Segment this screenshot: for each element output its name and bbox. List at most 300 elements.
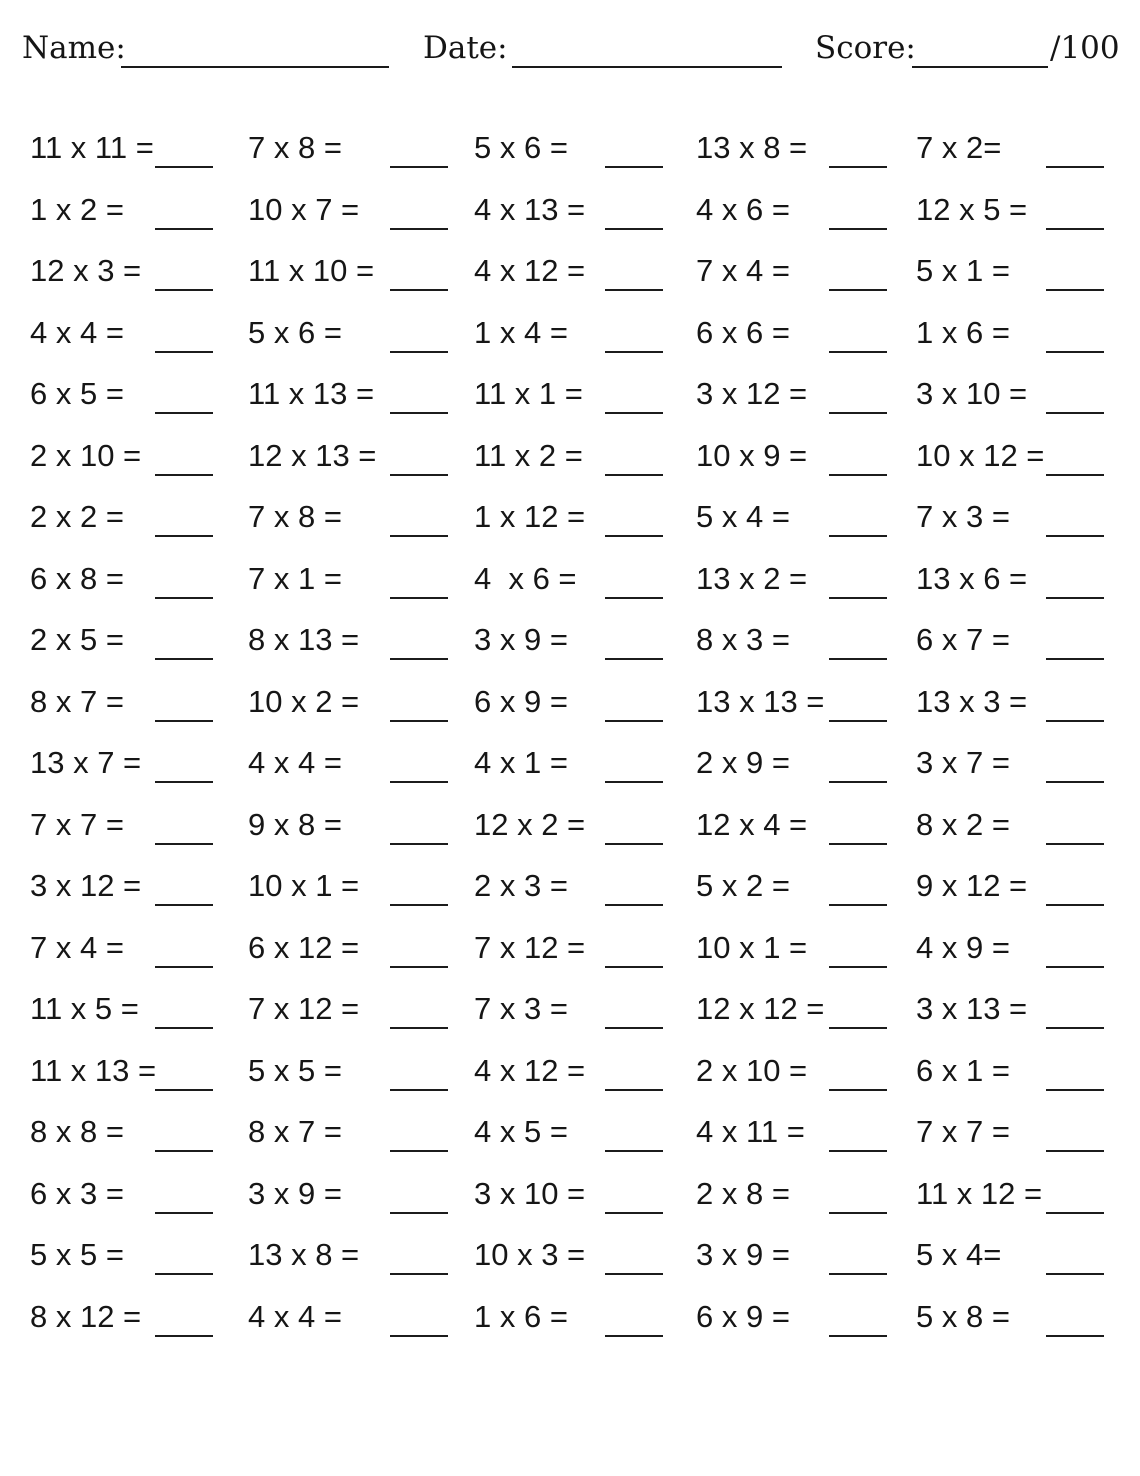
answer-blank[interactable] (390, 966, 448, 968)
answer-blank[interactable] (390, 904, 448, 906)
answer-blank[interactable] (605, 228, 663, 230)
problem-item (248, 368, 470, 428)
problem-expression: 12 x 13 = (248, 438, 377, 473)
problem-expression: 4 x 4 = (30, 315, 124, 350)
problem-item (474, 676, 696, 736)
problem-item (474, 983, 696, 1043)
problem-expression: 4 x 5 = (474, 1114, 568, 1149)
answer-blank[interactable] (155, 597, 213, 599)
problem-item (696, 307, 918, 367)
problem-item (696, 368, 918, 428)
problem-row (0, 307, 1140, 367)
problem-item (916, 245, 1138, 305)
answer-blank[interactable] (1046, 781, 1104, 783)
problem-expression: 7 x 3 = (474, 991, 568, 1026)
answer-blank[interactable] (155, 228, 213, 230)
problem-expression: 10 x 12 = (916, 438, 1045, 473)
problem-expression: 5 x 4 = (696, 499, 790, 534)
answer-blank[interactable] (605, 597, 663, 599)
problem-item (248, 184, 470, 244)
problem-expression: 2 x 10 = (30, 438, 142, 473)
problem-item (916, 553, 1138, 613)
problem-expression: 4 x 12 = (474, 1053, 586, 1088)
problem-expression: 5 x 4= (916, 1237, 1002, 1272)
answer-blank[interactable] (155, 412, 213, 414)
answer-blank[interactable] (155, 843, 213, 845)
answer-blank[interactable] (829, 966, 887, 968)
problem-item (248, 737, 470, 797)
name-label: Name: (22, 30, 126, 66)
problem-item (696, 491, 918, 551)
answer-blank[interactable] (155, 1335, 213, 1337)
problem-item (696, 922, 918, 982)
answer-blank[interactable] (605, 351, 663, 353)
problem-expression: 10 x 9 = (696, 438, 808, 473)
problem-expression: 7 x 3 = (916, 499, 1010, 534)
problem-expression: 7 x 1 = (248, 561, 342, 596)
problem-expression: 8 x 8 = (30, 1114, 124, 1149)
problem-expression: 12 x 5 = (916, 192, 1028, 227)
answer-blank[interactable] (829, 228, 887, 230)
answer-blank[interactable] (390, 535, 448, 537)
date-field[interactable] (512, 66, 782, 68)
answer-blank[interactable] (605, 1212, 663, 1214)
answer-blank[interactable] (1046, 1027, 1104, 1029)
problem-item (30, 184, 252, 244)
problem-item (474, 1291, 696, 1351)
problem-expression: 8 x 7 = (248, 1114, 342, 1149)
answer-blank[interactable] (1046, 1212, 1104, 1214)
problem-item (474, 245, 696, 305)
answer-blank[interactable] (605, 658, 663, 660)
problem-item (30, 1229, 252, 1289)
problem-expression: 8 x 12 = (30, 1299, 142, 1334)
answer-blank[interactable] (155, 1273, 213, 1275)
problem-expression: 2 x 3 = (474, 868, 568, 903)
problem-expression: 12 x 2 = (474, 807, 586, 842)
answer-blank[interactable] (1046, 535, 1104, 537)
problem-row (0, 614, 1140, 674)
problem-item (916, 860, 1138, 920)
problem-item (696, 1168, 918, 1228)
answer-blank[interactable] (829, 658, 887, 660)
answer-blank[interactable] (605, 1335, 663, 1337)
problem-item (696, 1045, 918, 1105)
problem-item (30, 1168, 252, 1228)
answer-blank[interactable] (605, 1027, 663, 1029)
problem-row (0, 737, 1140, 797)
problem-expression: 6 x 1 = (916, 1053, 1010, 1088)
problem-item (30, 491, 252, 551)
problem-item (916, 614, 1138, 674)
problem-item (474, 1168, 696, 1228)
answer-blank[interactable] (1046, 1335, 1104, 1337)
problem-expression: 6 x 9 = (474, 684, 568, 719)
answer-blank[interactable] (605, 166, 663, 168)
problem-item (916, 491, 1138, 551)
problem-item (916, 737, 1138, 797)
answer-blank[interactable] (1046, 1089, 1104, 1091)
answer-blank[interactable] (1046, 289, 1104, 291)
problem-item (248, 799, 470, 859)
answer-blank[interactable] (390, 843, 448, 845)
answer-blank[interactable] (155, 720, 213, 722)
problem-item (248, 491, 470, 551)
problem-item (248, 245, 470, 305)
problem-expression: 10 x 3 = (474, 1237, 586, 1272)
problem-item (30, 799, 252, 859)
problem-item (916, 922, 1138, 982)
answer-blank[interactable] (829, 1089, 887, 1091)
problem-item (248, 1106, 470, 1166)
problem-item (474, 922, 696, 982)
answer-blank[interactable] (1046, 166, 1104, 168)
answer-blank[interactable] (829, 781, 887, 783)
problem-item (474, 307, 696, 367)
problem-item (30, 860, 252, 920)
answer-blank[interactable] (605, 966, 663, 968)
problem-expression: 1 x 6 = (474, 1299, 568, 1334)
answer-blank[interactable] (605, 289, 663, 291)
problem-expression: 13 x 6 = (916, 561, 1028, 596)
problem-item (696, 860, 918, 920)
problem-row (0, 1168, 1140, 1228)
answer-blank[interactable] (1046, 843, 1104, 845)
problem-item (916, 983, 1138, 1043)
problem-item (474, 1045, 696, 1105)
problem-item (30, 368, 252, 428)
problem-expression: 2 x 5 = (30, 622, 124, 657)
answer-blank[interactable] (390, 1335, 448, 1337)
problem-item (248, 1168, 470, 1228)
problem-item (30, 122, 252, 182)
answer-blank[interactable] (390, 289, 448, 291)
problem-expression: 12 x 12 = (696, 991, 825, 1026)
answer-blank[interactable] (155, 904, 213, 906)
problem-item (696, 614, 918, 674)
answer-blank[interactable] (1046, 228, 1104, 230)
problem-item (916, 430, 1138, 490)
answer-blank[interactable] (829, 597, 887, 599)
answer-blank[interactable] (1046, 412, 1104, 414)
problem-item (30, 553, 252, 613)
answer-blank[interactable] (155, 1027, 213, 1029)
answer-blank[interactable] (605, 412, 663, 414)
problem-row (0, 799, 1140, 859)
problem-item (916, 1045, 1138, 1105)
problem-expression: 12 x 3 = (30, 253, 142, 288)
answer-blank[interactable] (390, 228, 448, 230)
answer-blank[interactable] (1046, 474, 1104, 476)
problem-item (916, 1168, 1138, 1228)
answer-blank[interactable] (155, 351, 213, 353)
answer-blank[interactable] (155, 535, 213, 537)
answer-blank[interactable] (605, 474, 663, 476)
problem-item (696, 983, 918, 1043)
answer-blank[interactable] (829, 166, 887, 168)
problem-expression: 12 x 4 = (696, 807, 808, 842)
answer-blank[interactable] (390, 720, 448, 722)
answer-blank[interactable] (829, 351, 887, 353)
answer-blank[interactable] (155, 781, 213, 783)
problem-expression: 4 x 6 = (474, 561, 577, 596)
problem-expression: 5 x 6 = (474, 130, 568, 165)
problem-expression: 7 x 7 = (30, 807, 124, 842)
problem-item (916, 1291, 1138, 1351)
answer-blank[interactable] (829, 1150, 887, 1152)
answer-blank[interactable] (155, 474, 213, 476)
problem-item (916, 1229, 1138, 1289)
answer-blank[interactable] (155, 1150, 213, 1152)
answer-blank[interactable] (829, 720, 887, 722)
problem-expression: 8 x 13 = (248, 622, 360, 657)
problem-expression: 4 x 9 = (916, 930, 1010, 965)
answer-blank[interactable] (390, 166, 448, 168)
problem-item (474, 614, 696, 674)
problem-item (30, 983, 252, 1043)
problem-expression: 10 x 2 = (248, 684, 360, 719)
problem-expression: 3 x 9 = (696, 1237, 790, 1272)
problem-expression: 5 x 1 = (916, 253, 1010, 288)
problem-item (474, 430, 696, 490)
problem-item (696, 1229, 918, 1289)
answer-blank[interactable] (1046, 658, 1104, 660)
problem-expression: 2 x 10 = (696, 1053, 808, 1088)
problem-item (696, 1106, 918, 1166)
answer-blank[interactable] (829, 904, 887, 906)
answer-blank[interactable] (1046, 720, 1104, 722)
problem-item (30, 1291, 252, 1351)
problem-item (474, 368, 696, 428)
answer-blank[interactable] (155, 966, 213, 968)
answer-blank[interactable] (390, 597, 448, 599)
problem-item (916, 368, 1138, 428)
answer-blank[interactable] (829, 289, 887, 291)
problem-item (474, 1229, 696, 1289)
answer-blank[interactable] (605, 720, 663, 722)
problem-expression: 5 x 6 = (248, 315, 342, 350)
problem-item (696, 1291, 918, 1351)
problem-expression: 7 x 8 = (248, 130, 342, 165)
problem-expression: 5 x 8 = (916, 1299, 1010, 1334)
answer-blank[interactable] (390, 351, 448, 353)
answer-blank[interactable] (829, 535, 887, 537)
problem-item (248, 1291, 470, 1351)
problem-row (0, 1106, 1140, 1166)
problem-item (696, 737, 918, 797)
problem-row (0, 1229, 1140, 1289)
answer-blank[interactable] (390, 1027, 448, 1029)
answer-blank[interactable] (155, 1212, 213, 1214)
problem-expression: 1 x 12 = (474, 499, 586, 534)
answer-blank[interactable] (605, 535, 663, 537)
answer-blank[interactable] (1046, 1150, 1104, 1152)
problem-item (474, 860, 696, 920)
answer-blank[interactable] (829, 412, 887, 414)
problem-item (248, 922, 470, 982)
problem-expression: 4 x 4 = (248, 1299, 342, 1334)
problem-expression: 2 x 2 = (30, 499, 124, 534)
problem-expression: 11 x 11 = (30, 130, 154, 165)
problem-item (30, 737, 252, 797)
problem-row (0, 368, 1140, 428)
answer-blank[interactable] (829, 1212, 887, 1214)
answer-blank[interactable] (155, 166, 213, 168)
problem-row (0, 430, 1140, 490)
problem-expression: 4 x 4 = (248, 745, 342, 780)
problem-row (0, 1291, 1140, 1351)
name-field[interactable] (121, 66, 389, 68)
problem-expression: 8 x 7 = (30, 684, 124, 719)
score-label: Score: (815, 30, 916, 66)
problem-expression: 3 x 12 = (30, 868, 142, 903)
answer-blank[interactable] (390, 658, 448, 660)
problem-item (696, 676, 918, 736)
problem-expression: 11 x 13 = (30, 1053, 157, 1088)
problem-item (916, 676, 1138, 736)
problem-item (248, 1229, 470, 1289)
problem-expression: 6 x 12 = (248, 930, 360, 965)
answer-blank[interactable] (829, 843, 887, 845)
problem-item (474, 737, 696, 797)
answer-blank[interactable] (1046, 966, 1104, 968)
problem-item (30, 245, 252, 305)
worksheet-header (0, 22, 1140, 82)
problem-expression: 13 x 8 = (248, 1237, 360, 1272)
problem-expression: 10 x 1 = (248, 868, 360, 903)
problem-item (30, 1045, 252, 1105)
problem-item (474, 184, 696, 244)
problem-expression: 2 x 8 = (696, 1176, 790, 1211)
problem-expression: 6 x 9 = (696, 1299, 790, 1334)
answer-blank[interactable] (829, 1335, 887, 1337)
problem-item (30, 614, 252, 674)
problem-expression: 6 x 5 = (30, 376, 124, 411)
answer-blank[interactable] (390, 474, 448, 476)
problem-expression: 1 x 6 = (916, 315, 1010, 350)
answer-blank[interactable] (605, 1150, 663, 1152)
problem-expression: 11 x 1 = (474, 376, 583, 411)
problem-expression: 7 x 4 = (696, 253, 790, 288)
problem-item (248, 860, 470, 920)
answer-blank[interactable] (155, 1089, 213, 1091)
problem-item (248, 1045, 470, 1105)
problem-item (248, 122, 470, 182)
problem-expression: 7 x 12 = (474, 930, 586, 965)
problem-item (696, 430, 918, 490)
problem-expression: 5 x 5 = (248, 1053, 342, 1088)
problem-expression: 4 x 13 = (474, 192, 586, 227)
problem-item (248, 676, 470, 736)
answer-blank[interactable] (155, 289, 213, 291)
problem-expression: 10 x 7 = (248, 192, 360, 227)
answer-blank[interactable] (829, 474, 887, 476)
problem-expression: 3 x 9 = (248, 1176, 342, 1211)
answer-blank[interactable] (829, 1273, 887, 1275)
answer-blank[interactable] (390, 1212, 448, 1214)
answer-blank[interactable] (155, 658, 213, 660)
problem-expression: 6 x 8 = (30, 561, 124, 596)
problem-expression: 7 x 7 = (916, 1114, 1010, 1149)
problem-expression: 5 x 2 = (696, 868, 790, 903)
score-field[interactable] (912, 66, 1048, 68)
problem-expression: 4 x 12 = (474, 253, 586, 288)
problem-item (696, 122, 918, 182)
problem-expression: 8 x 2 = (916, 807, 1010, 842)
problem-expression: 11 x 13 = (248, 376, 375, 411)
problem-expression: 1 x 4 = (474, 315, 568, 350)
problem-expression: 11 x 5 = (30, 991, 139, 1026)
problem-item (248, 553, 470, 613)
problem-item (248, 983, 470, 1043)
date-label: Date: (423, 30, 508, 66)
problem-row (0, 553, 1140, 613)
answer-blank[interactable] (390, 781, 448, 783)
answer-blank[interactable] (605, 1089, 663, 1091)
answer-blank[interactable] (1046, 904, 1104, 906)
problem-expression: 11 x 2 = (474, 438, 583, 473)
problem-expression: 6 x 6 = (696, 315, 790, 350)
problem-item (696, 184, 918, 244)
problem-row (0, 860, 1140, 920)
problem-expression: 4 x 11 = (696, 1114, 805, 1149)
problem-item (474, 799, 696, 859)
problem-row (0, 245, 1140, 305)
answer-blank[interactable] (1046, 351, 1104, 353)
problem-expression: 7 x 4 = (30, 930, 124, 965)
problem-expression: 5 x 5 = (30, 1237, 124, 1272)
problem-expression: 3 x 10 = (474, 1176, 586, 1211)
problem-expression: 13 x 8 = (696, 130, 808, 165)
problem-row (0, 922, 1140, 982)
answer-blank[interactable] (390, 412, 448, 414)
problem-expression: 6 x 7 = (916, 622, 1010, 657)
problem-item (916, 1106, 1138, 1166)
problem-item (916, 307, 1138, 367)
answer-blank[interactable] (390, 1273, 448, 1275)
problem-expression: 3 x 13 = (916, 991, 1028, 1026)
problem-row (0, 491, 1140, 551)
problem-row (0, 184, 1140, 244)
problem-item (916, 122, 1138, 182)
problem-item (474, 1106, 696, 1166)
problem-item (30, 922, 252, 982)
score-total: /100 (1050, 30, 1120, 66)
problem-item (696, 553, 918, 613)
problem-item (30, 430, 252, 490)
problem-item (248, 614, 470, 674)
answer-blank[interactable] (605, 843, 663, 845)
problem-expression: 13 x 7 = (30, 745, 142, 780)
problem-expression: 10 x 1 = (696, 930, 808, 965)
problem-expression: 4 x 1 = (474, 745, 568, 780)
answer-blank[interactable] (605, 904, 663, 906)
problem-expression: 6 x 3 = (30, 1176, 124, 1211)
problem-expression: 1 x 2 = (30, 192, 124, 227)
answer-blank[interactable] (829, 1027, 887, 1029)
answer-blank[interactable] (390, 1089, 448, 1091)
problem-item (696, 245, 918, 305)
problem-expression: 9 x 12 = (916, 868, 1028, 903)
problem-item (30, 676, 252, 736)
problem-row (0, 983, 1140, 1043)
answer-blank[interactable] (390, 1150, 448, 1152)
answer-blank[interactable] (605, 781, 663, 783)
answer-blank[interactable] (1046, 1273, 1104, 1275)
answer-blank[interactable] (605, 1273, 663, 1275)
problem-expression: 3 x 10 = (916, 376, 1028, 411)
answer-blank[interactable] (1046, 597, 1104, 599)
